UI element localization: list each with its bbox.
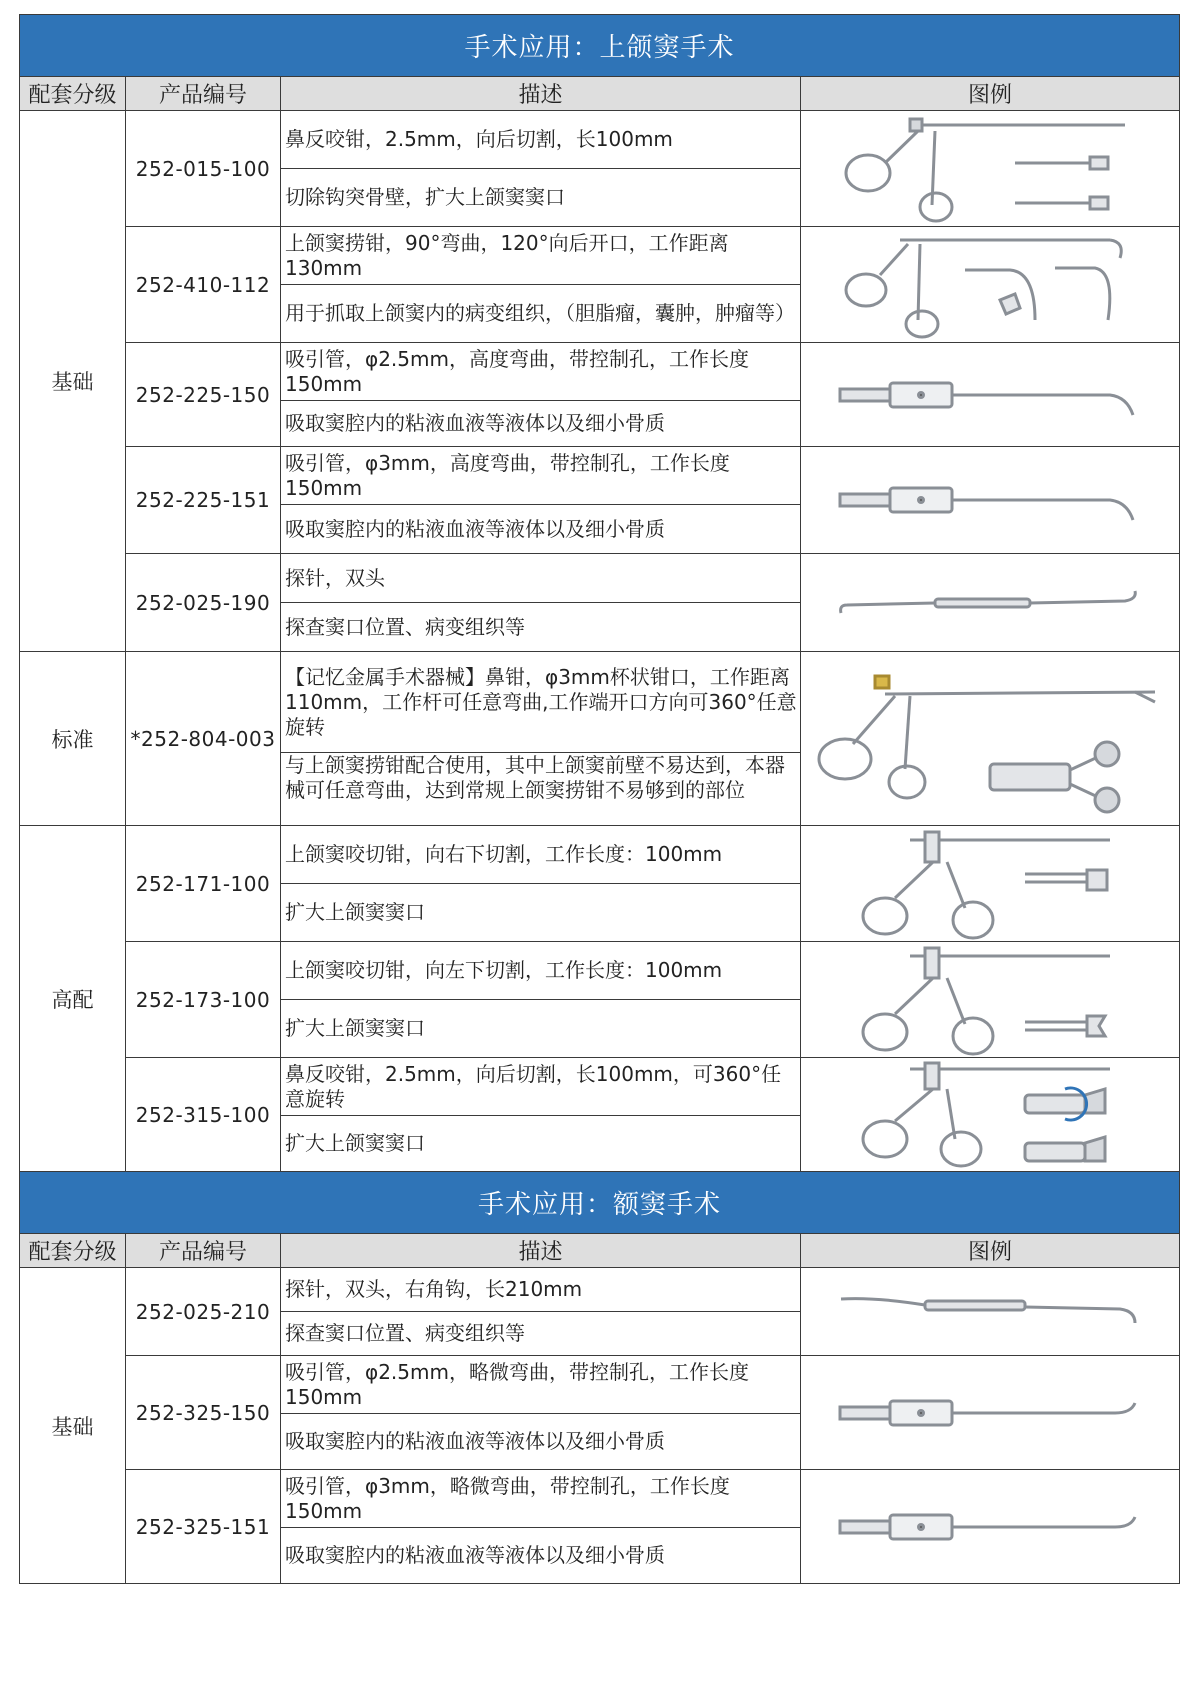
probe-icon [835,1287,1145,1337]
product-description [281,1058,801,1116]
product-code: 252-225-151 [126,447,281,554]
product-description [281,826,801,884]
product-description [281,447,801,505]
column-header-code: 产品编号 [126,77,281,111]
product-description [281,1356,801,1414]
description-line: 扩大上颌窦窦口 [285,1131,425,1155]
description-line: 吸取窦腔内的粘液血液等液体以及细小骨质 [285,1543,665,1567]
section-title: 手术应用：上颌窦手术 [20,15,1180,77]
section-title: 手术应用：额窦手术 [20,1172,1180,1234]
product-description [281,505,801,554]
description-line: 吸引管，φ2.5mm，高度弯曲，带控制孔，工作长度150mm [285,346,749,396]
product-image [801,1470,1180,1584]
grade-cell: 标准 [20,652,126,826]
product-image [801,1268,1180,1356]
product-image [801,343,1180,447]
product-code: 252-325-151 [126,1470,281,1584]
description-line: 上颌窦捞钳，90°弯曲，120°向后开口，工作距离130mm [285,230,729,280]
column-header-desc: 描述 [281,77,801,111]
product-description [281,1000,801,1058]
product-description [281,884,801,942]
description-line: 吸取窦腔内的粘液血液等液体以及细小骨质 [285,1429,665,1453]
column-header-grade: 配套分级 [20,77,126,111]
product-description [281,1528,801,1584]
description-line: 吸取窦腔内的粘液血液等液体以及细小骨质 [285,411,665,435]
suction-tube-icon [835,365,1145,425]
suction-tube-icon [835,470,1145,530]
product-image [801,1058,1180,1172]
product-code: *252-804-003 [126,652,281,826]
description-line: 上颌窦咬切钳，向右下切割，工作长度：100mm [285,842,723,866]
product-description [281,111,801,169]
description-line: 吸引管，φ3mm，高度弯曲，带控制孔，工作长度150mm [285,450,730,500]
product-code: 252-173-100 [126,942,281,1058]
product-description [281,343,801,401]
column-header-grade: 配套分级 [20,1234,126,1268]
suction-tube-icon [835,1385,1145,1441]
grasping-forceps-icon [840,230,1140,340]
grade-cell: 高配 [20,826,126,1172]
description-line: 【记忆金属手术器械】鼻钳，φ3mm杯状钳口，工作距离110mm，工作杆可任意弯曲,工作端开口方向可360°任意旋转 [285,664,797,739]
catalog-table [19,14,1180,1584]
product-code: 252-325-150 [126,1356,281,1470]
column-header-code: 产品编号 [126,1234,281,1268]
product-description [281,169,801,227]
product-description [281,603,801,652]
product-description [281,401,801,447]
description-line: 探查窦口位置、病变组织等 [285,614,525,639]
description-line: 扩大上颌窦窦口 [285,1016,425,1040]
probe-icon [835,583,1145,623]
description-line: 鼻反咬钳，2.5mm，向后切割，长100mm，可360°任意旋转 [285,1061,782,1111]
suction-tube-icon [835,1499,1145,1555]
product-code: 252-410-112 [126,227,281,343]
flexible-forceps-icon [815,664,1165,814]
product-code: 252-225-150 [126,343,281,447]
column-header-img: 图例 [801,77,1180,111]
product-code: 252-315-100 [126,1058,281,1172]
rotating-backbiter-icon [855,1059,1125,1171]
grade-cell: 基础 [20,1268,126,1584]
backbiter-forceps-icon [840,115,1140,223]
catalog-page [19,14,1179,1584]
product-description [281,1116,801,1172]
product-description [281,753,801,826]
description-line: 吸引管，φ3mm，略微弯曲，带控制孔，工作长度150mm [285,1473,730,1523]
product-code: 252-171-100 [126,826,281,942]
description-line: 切除钩突骨壁，扩大上颌窦窦口 [285,185,565,209]
product-image [801,554,1180,652]
product-description [281,1414,801,1470]
product-image [801,826,1180,942]
cutting-forceps-icon [855,828,1125,940]
product-image [801,652,1180,826]
product-code: 252-025-210 [126,1268,281,1356]
product-image [801,227,1180,343]
column-header-desc: 描述 [281,1234,801,1268]
description-line: 上颌窦咬切钳，向左下切割，工作长度：100mm [285,958,723,982]
product-description [281,652,801,753]
description-line: 与上颌窦捞钳配合使用，其中上颌窦前壁不易达到，本器械可任意弯曲，达到常规上颌窦捞钳不易够到的部位 [285,753,785,802]
product-code: 252-015-100 [126,111,281,227]
description-line: 吸引管，φ2.5mm，略微弯曲，带控制孔，工作长度150mm [285,1359,749,1409]
description-line: 鼻反咬钳，2.5mm，向后切割，长100mm [285,127,673,151]
product-description [281,1470,801,1528]
product-description [281,227,801,285]
product-image [801,942,1180,1058]
product-image [801,111,1180,227]
description-line: 探针，双头，右角钩，长210mm [285,1277,583,1301]
cutting-forceps-icon [855,944,1125,1056]
product-description [281,554,801,603]
description-line: 探查窦口位置、病变组织等 [285,1321,525,1345]
product-image [801,447,1180,554]
description-line: 扩大上颌窦窦口 [285,900,425,924]
product-description [281,1268,801,1312]
description-line: 吸取窦腔内的粘液血液等液体以及细小骨质 [285,516,665,541]
description-line: 用于抓取上颌窦内的病变组织，（胆脂瘤，囊肿，肿瘤等） [285,301,795,325]
product-code: 252-025-190 [126,554,281,652]
column-header-img: 图例 [801,1234,1180,1268]
product-description [281,942,801,1000]
product-description [281,285,801,343]
product-image [801,1356,1180,1470]
grade-cell: 基础 [20,111,126,652]
description-line: 探针，双头 [285,565,385,590]
product-description [281,1312,801,1356]
